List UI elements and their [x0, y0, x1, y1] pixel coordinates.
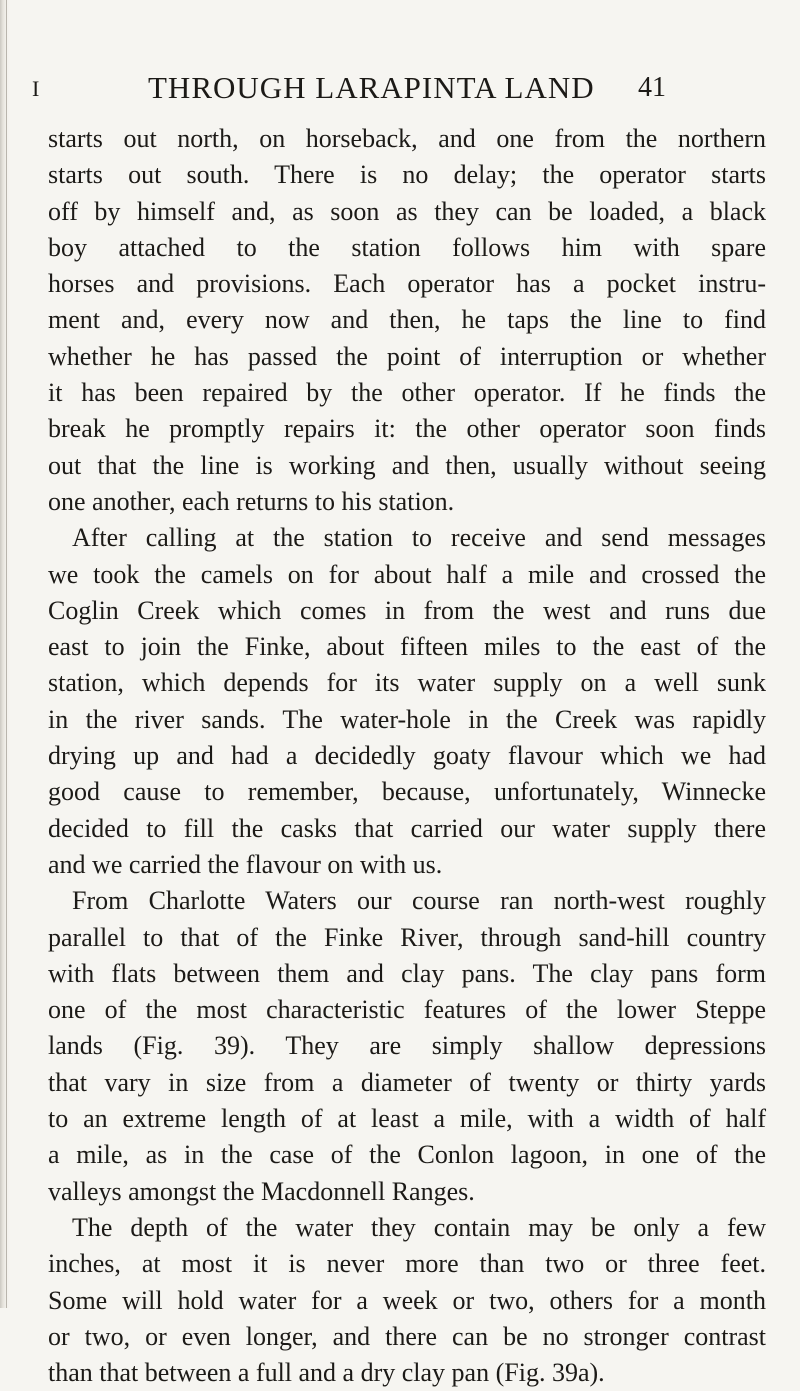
text-line: boy attached to the station follows him with spare — [48, 232, 766, 262]
page-edge — [0, 0, 10, 1308]
text-line: parallel to that of the Finke River, through sand-hill country — [48, 922, 766, 952]
text-line: Some will hold water for a week or two, others for a month — [48, 1285, 766, 1315]
text-line: east to join the Finke, about fifteen miles to the east of the — [48, 632, 766, 662]
text-line: to an extreme length of at least a mile, with a width of half — [48, 1104, 766, 1134]
text-line: lands (Fig. 39). They are simply shallow depressions — [48, 1031, 766, 1061]
running-head — [0, 70, 800, 110]
text-line: with flats between them and clay pans. The clay pans form — [48, 958, 766, 988]
text-line: valleys amongst the Macdonnell Ranges. — [48, 1176, 475, 1206]
text-line: After calling at the station to receive and send messages — [72, 523, 766, 553]
text-line: ment and, every now and then, he taps the line to find — [48, 305, 766, 335]
running-head-marker: I — [32, 76, 40, 101]
text-line: From Charlotte Waters our course ran north-west roughly — [72, 886, 766, 916]
text-line: it has been repaired by the other operator. If he finds the — [48, 378, 766, 408]
text-line: starts out south. There is no delay; the operator starts — [48, 160, 766, 190]
body-text — [48, 121, 766, 1391]
page-edge-line — [6, 0, 7, 1308]
text-line: one of the most characteristic features of the lower Steppe — [48, 995, 766, 1025]
text-line: Coglin Creek which comes in from the west and runs due — [48, 595, 766, 625]
text-line: decided to fill the casks that carried our water supply there — [48, 813, 766, 843]
text-line: starts out north, on horseback, and one from the northern — [48, 124, 766, 153]
text-line: and we carried the flavour on with us. — [48, 849, 443, 879]
text-line: a mile, as in the case of the Conlon lagoon, in one of the — [48, 1140, 766, 1170]
text-line: drying up and had a decidedly goaty flavour which we had — [48, 741, 766, 771]
page-number: 41 — [638, 72, 666, 103]
text-line: in the river sands. The water-hole in the Creek was rapidly — [48, 704, 766, 734]
text-line: out that the line is working and then, usually without seeing — [48, 450, 766, 480]
text-line: good cause to remember, because, unfortunately, Winnecke — [48, 777, 766, 807]
text-line: off by himself and, as soon as they can be loaded, a black — [48, 196, 766, 226]
text-line: The depth of the water they contain may be only a few — [72, 1212, 766, 1242]
running-head-title: THROUGH LARAPINTA LAND — [148, 70, 595, 105]
text-line: we took the camels on for about half a mile and crossed the — [48, 559, 766, 589]
text-line: station, which depends for its water supply on a well sunk — [48, 668, 766, 698]
text-line: than that between a full and a dry clay pan (Fig. 39a). — [48, 1358, 605, 1388]
text-line: horses and provisions. Each operator has a pocket instru- — [48, 269, 766, 299]
text-line: whether he has passed the point of interruption or whether — [48, 341, 766, 371]
text-line: one another, each returns to his station. — [48, 486, 455, 516]
text-line: or two, or even longer, and there can be no stronger contrast — [48, 1321, 766, 1351]
text-line: break he promptly repairs it: the other operator soon finds — [48, 414, 766, 444]
text-line: inches, at most it is never more than two or three feet. — [48, 1249, 766, 1279]
text-line: that vary in size from a diameter of twenty or thirty yards — [48, 1067, 766, 1097]
